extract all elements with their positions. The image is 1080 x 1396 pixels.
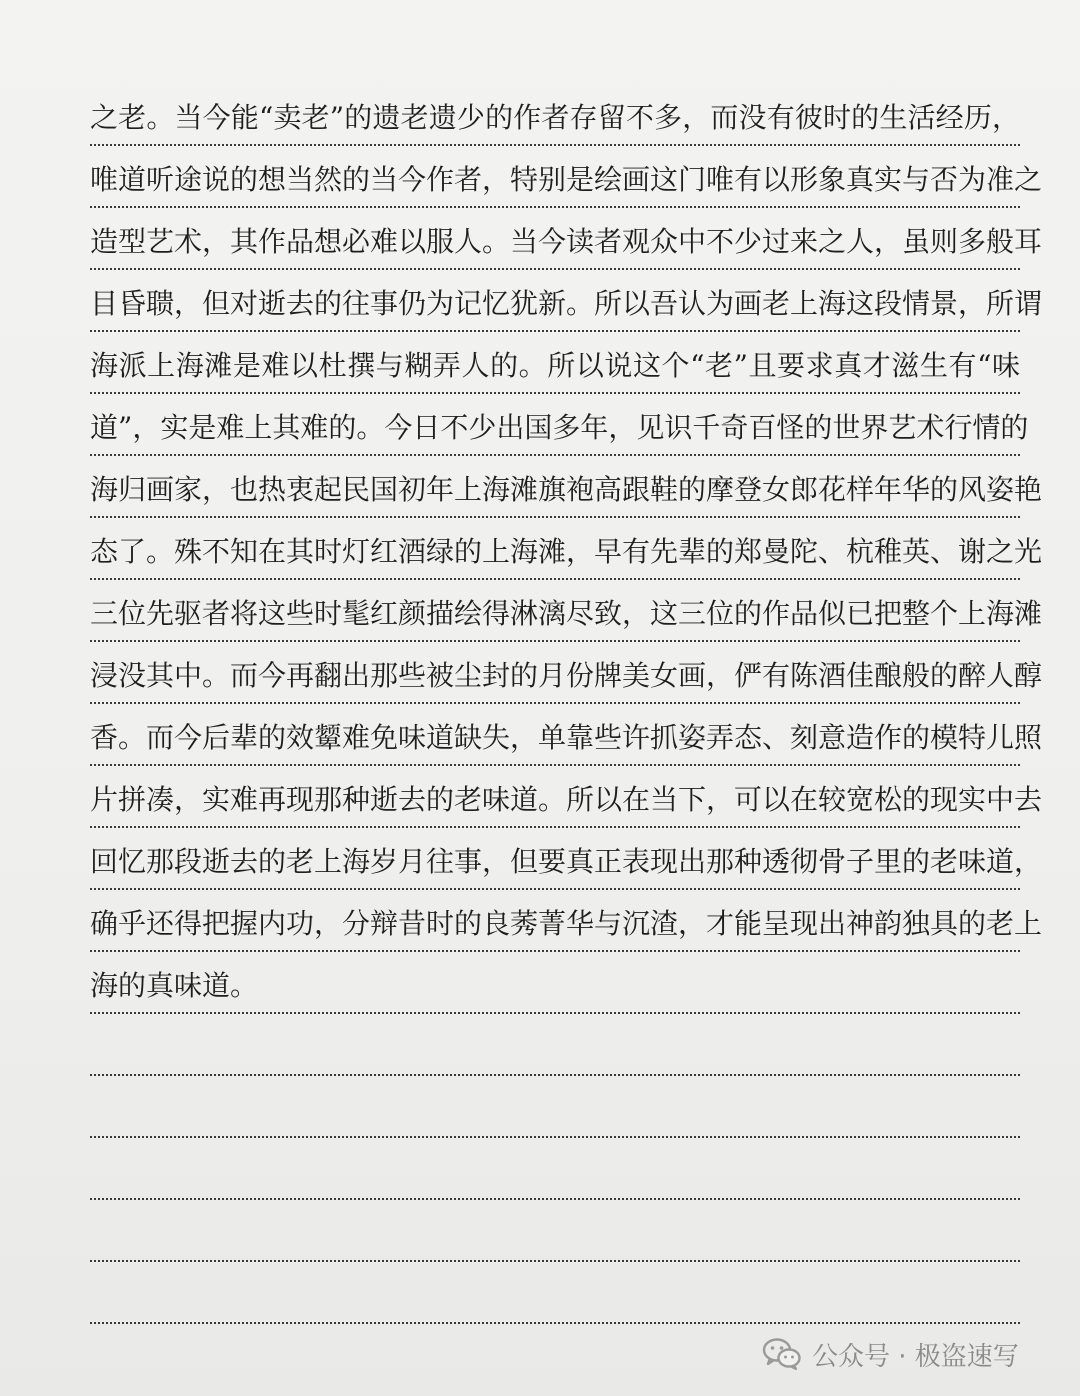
ruled-line [90, 208, 1043, 270]
text-line: 三位先驱者将这些时髦红颜描绘得淋漓尽致，这三位的作品似已把整个上海滩 [90, 597, 1043, 630]
ruled-line-empty [90, 1076, 1020, 1138]
ruled-line [90, 146, 1043, 208]
ruled-line [90, 84, 1020, 146]
ruled-line [90, 828, 1043, 890]
text-line: 之老。当今能“卖老”的遗老遗少的作者存留不多，而没有彼时的生活经历， [90, 101, 1020, 134]
text-line: 回忆那段逝去的老上海岁月往事，但要真正表现出那种透彻骨子里的老味道， [90, 845, 1043, 878]
text-line: 唯道听途说的想当然的当今作者，特别是绘画这门唯有以形象真实与否为准之 [90, 163, 1043, 196]
ruled-line [90, 332, 1020, 394]
ruled-line [90, 518, 1043, 580]
wechat-icon [762, 1337, 802, 1371]
text-line: 目昏聩，但对逝去的往事仍为记忆犹新。所以吾认为画老上海这段情景，所谓 [90, 287, 1043, 320]
text-line: 道”，实是难上其难的。今日不少出国多年，见识千奇百怪的世界艺术行情的 [90, 411, 1029, 444]
ruled-line [90, 952, 1020, 1014]
ruled-line [90, 890, 1043, 952]
ruled-line-empty [90, 1138, 1020, 1200]
text-line: 态了。殊不知在其时灯红酒绿的上海滩，早有先辈的郑曼陀、杭稚英、谢之光 [90, 535, 1043, 568]
text-line: 片拼凑，实难再现那种逝去的老味道。所以在当下，可以在较宽松的现实中去 [90, 783, 1043, 816]
ruled-line [90, 580, 1043, 642]
ruled-line [90, 642, 1043, 704]
ruled-line [90, 270, 1043, 332]
text-line-last: 海的真味道。 [90, 969, 259, 1002]
watermark [762, 1334, 1019, 1374]
ruled-line-empty [90, 1014, 1020, 1076]
ruled-line-empty [90, 1262, 1020, 1324]
ruled-line [90, 766, 1043, 828]
text-line: 确乎还得把握内功，分辩昔时的良莠菁华与沉渣，才能呈现出神韵独具的老上 [90, 907, 1043, 940]
text-line: 造型艺术，其作品想必难以服人。当今读者观众中不少过来之人，虽则多般耳 [90, 225, 1043, 258]
ruled-line [90, 704, 1043, 766]
text-line: 海派上海滩是难以杜撰与糊弄人的。所以说这个“老”且要求真才滋生有“味 [90, 349, 1020, 382]
ruled-line-empty [90, 1200, 1020, 1262]
text-line: 香。而今后辈的效颦难免味道缺失，单靠些许抓姿弄态、刻意造作的模特儿照 [90, 721, 1043, 754]
ruled-line [90, 394, 1029, 456]
text-line: 海归画家，也热衷起民国初年上海滩旗袍高跟鞋的摩登女郎花样年华的风姿艳 [90, 473, 1043, 506]
text-line: 浸没其中。而今再翻出那些被尘封的月份牌美女画，俨有陈酒佳酿般的醉人醇 [90, 659, 1043, 692]
ruled-line [90, 456, 1043, 518]
ruled-lines [90, 84, 1043, 1324]
watermark-text: 公众号 · 极盗速写 [812, 1341, 1019, 1372]
